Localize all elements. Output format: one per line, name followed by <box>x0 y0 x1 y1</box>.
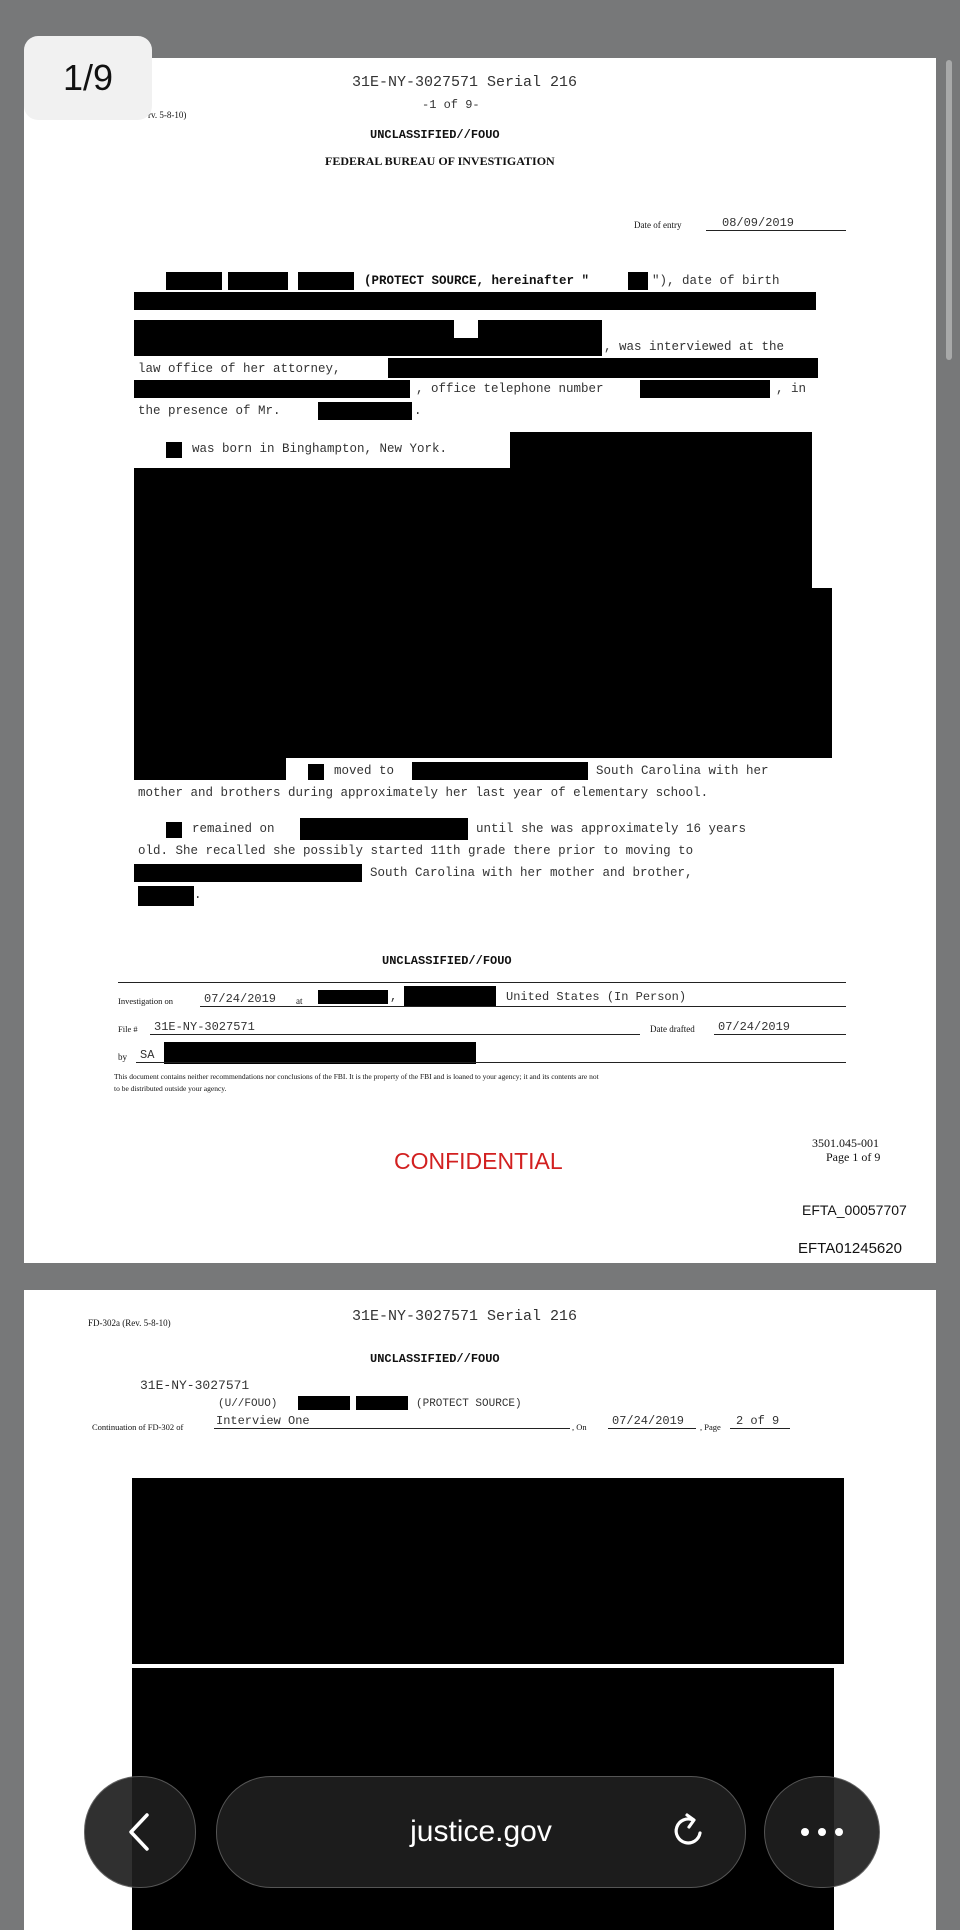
efta-number-2: EFTA01245620 <box>798 1240 902 1257</box>
redaction <box>134 758 286 780</box>
agency-header: FEDERAL BUREAU OF INVESTIGATION <box>325 154 555 168</box>
form-revision: FD-302a (Rev. 5-8-10) <box>88 1318 171 1328</box>
document-number: 3501.045-001 <box>812 1136 879 1150</box>
investigation-date: 07/24/2019 <box>204 992 277 1006</box>
law-office-text: law office of her attorney, <box>138 362 341 376</box>
redaction <box>166 272 222 290</box>
redaction <box>628 272 648 290</box>
efta-number-1: EFTA_00057707 <box>802 1202 907 1218</box>
scrollbar[interactable] <box>946 60 952 360</box>
redaction <box>300 818 468 840</box>
date-entry-value: 08/09/2019 <box>722 216 795 230</box>
page-counter: 1/9 <box>24 36 152 120</box>
file-number: 31E-NY-3027571 <box>154 1020 255 1034</box>
moved-text: moved to <box>334 764 395 778</box>
continuation-title: Interview One <box>216 1414 310 1428</box>
page-number: Page 1 of 9 <box>826 1150 881 1164</box>
more-button[interactable] <box>764 1776 880 1888</box>
document-page-2: FD-302a (Rev. 5-8-10) 31E-NY-3027571 Serial 216 UNCLASSIFIED//FOUO 31E-NY-3027571 (U//FOUO) (PROTECT SOURCE) Continuation of FD-302 of Interview One , On 07/24/2019 , Page 2 of 9 <box>24 1290 936 1930</box>
redaction <box>228 272 288 290</box>
form-revision: rv. 5-8-10) <box>148 110 187 120</box>
chevron-left-icon <box>125 1811 155 1853</box>
redaction <box>308 764 324 780</box>
classification-footer: UNCLASSIFIED//FOUO <box>382 954 512 968</box>
disclaimer-line-1: This document contains neither recommendations nor conclusions of the FBI. It is the property of the FBI and is loaned to your agency; it and its contents are not <box>114 1072 599 1081</box>
redaction <box>412 762 588 780</box>
date-entry-label: Date of entry <box>634 220 682 230</box>
date-drafted: 07/24/2019 <box>718 1020 791 1034</box>
disclaimer-line-2: to be distributed outside your agency. <box>114 1084 227 1093</box>
redaction <box>318 990 388 1004</box>
url-text: justice.gov <box>410 1815 552 1848</box>
page-of: -1 of 9- <box>422 98 480 112</box>
back-button[interactable] <box>84 1776 196 1888</box>
redaction <box>640 380 770 398</box>
location: United States (In Person) <box>506 990 687 1004</box>
serial-number: 31E-NY-3027571 Serial 216 <box>352 74 578 91</box>
redaction <box>318 402 412 420</box>
classification-header: UNCLASSIFIED//FOUO <box>370 128 500 142</box>
url-bar[interactable] <box>216 1776 746 1888</box>
document-page-1: rv. 5-8-10) 31E-NY-3027571 Serial 216 -1 of 9- UNCLASSIFIED//FOUO FEDERAL BUREAU OF INVESTIGATION Date of entry 08/09/2019 (PROTECT SOURCE, hereinafter " "), date of birth , was interviewed at the law office of her attorney, , office telephone number , in the presence of Mr. . was born in Binghampton, New York. moved to South Carolina with her mother and brothers during approximately her last year of elementary school. remained on until she was approximately 16 years old. She recalled she possibly started 11th grade there prior to moving to South Carolina with her mother and brother, . UNCLASSIFIED//FOUO Investigation on 07/24/2019 at , United States (In Person) File # 31E-NY-3027571 Date drafted 07/24/2019 by SA This document contains neither recommendations nor conclusions of the FBI. It is the property of the FBI and is loaned to your agency; it and its contents are not to be distributed outside your agency. CONFIDENTIAL 3501.045-001 Page 1 of 9 EFTA_00057707 EFTA01245620 <box>24 58 936 1263</box>
source-text: (PROTECT SOURCE, hereinafter " <box>364 274 590 288</box>
redaction <box>298 272 354 290</box>
born-text: was born in Binghampton, New York. <box>192 442 448 456</box>
confidential-stamp: CONFIDENTIAL <box>394 1148 563 1174</box>
redaction <box>356 1396 408 1410</box>
redaction <box>134 380 410 398</box>
interviewed-text: , was interviewed at the <box>604 340 785 354</box>
reload-icon[interactable] <box>669 1811 709 1851</box>
redaction <box>134 292 816 310</box>
telephone-text: , office telephone number <box>416 382 604 396</box>
serial-number: 31E-NY-3027571 Serial 216 <box>352 1308 578 1325</box>
redaction <box>134 468 812 600</box>
dob-text: "), date of birth <box>652 274 780 288</box>
redaction <box>166 822 182 838</box>
redaction <box>138 886 194 906</box>
redaction <box>388 358 818 378</box>
redaction <box>134 338 484 356</box>
redaction <box>132 1478 844 1664</box>
redaction <box>134 588 832 758</box>
file-number: 31E-NY-3027571 <box>140 1378 250 1393</box>
presence-text: the presence of Mr. <box>138 404 281 418</box>
continuation-page: 2 of 9 <box>736 1414 780 1428</box>
ellipsis-icon <box>800 1827 844 1837</box>
continuation-date: 07/24/2019 <box>612 1414 685 1428</box>
redaction <box>134 320 454 338</box>
classification-header: UNCLASSIFIED//FOUO <box>370 1352 500 1366</box>
redaction <box>164 1042 476 1064</box>
redaction <box>510 432 812 468</box>
redaction <box>478 338 602 356</box>
redaction <box>298 1396 350 1410</box>
redaction <box>166 442 182 458</box>
redaction <box>478 320 602 338</box>
remained-text: remained on <box>192 822 275 836</box>
in-text: , in <box>776 382 807 396</box>
redaction <box>134 864 362 882</box>
redaction <box>404 986 496 1006</box>
